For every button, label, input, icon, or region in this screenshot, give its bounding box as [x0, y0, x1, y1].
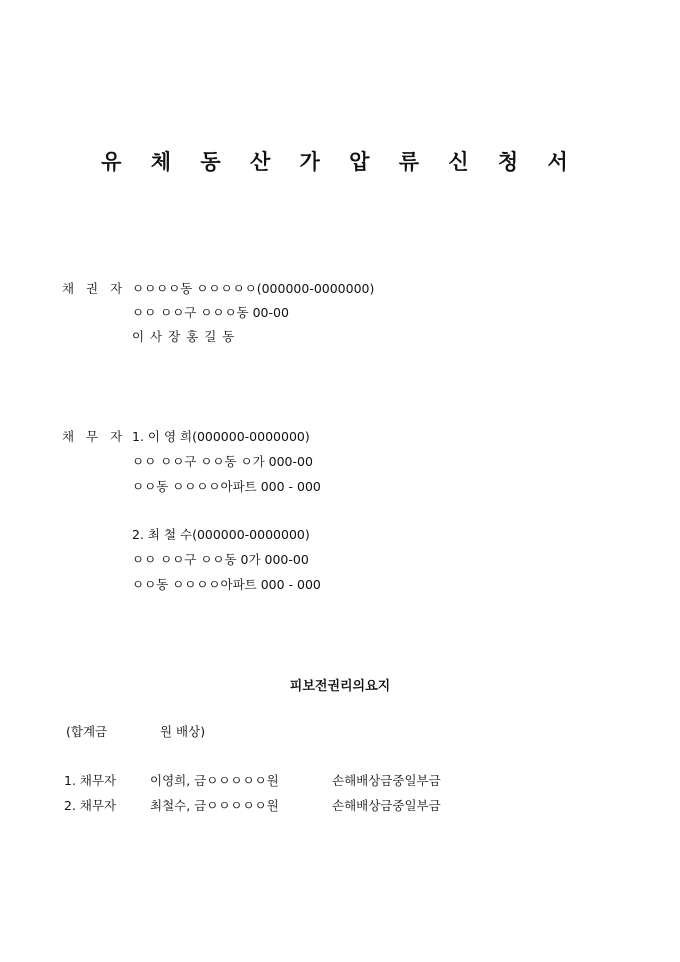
- debtor-1-address-2: ㅇㅇ동 ㅇㅇㅇㅇ아파트 000 - 000: [132, 479, 321, 494]
- debtor-2-name: 2. 최 철 수(000000-0000000): [132, 527, 310, 542]
- summary-open: (합계금: [66, 724, 108, 739]
- item-2-amount: 최철수, 금ㅇㅇㅇㅇㅇ원: [150, 798, 279, 813]
- item-1-number: 1. 채무자: [64, 773, 117, 788]
- debtor-2-address-2: ㅇㅇ동 ㅇㅇㅇㅇ아파트 000 - 000: [132, 577, 321, 592]
- item-2-note: 손해배상금중일부금: [332, 798, 441, 813]
- creditor-line-1: ㅇㅇㅇㅇ동 ㅇㅇㅇㅇㅇ(000000-0000000): [132, 281, 375, 296]
- creditor-line-3: 이 사 장 홍 길 동: [132, 329, 236, 344]
- item-1-note: 손해배상금중일부금: [332, 773, 441, 788]
- debtor-1-name: 1. 이 영 희(000000-0000000): [132, 429, 310, 444]
- section-heading: 피보전권리의요지: [289, 679, 391, 694]
- item-1-amount: 이영희, 금ㅇㅇㅇㅇㅇ원: [150, 773, 279, 788]
- debtor-1-address-1: ㅇㅇ ㅇㅇ구 ㅇㅇ동 ㅇ가 000-00: [132, 454, 313, 469]
- item-2-number: 2. 채무자: [64, 798, 117, 813]
- creditor-label: 채 권 자: [62, 281, 127, 296]
- debtor-label: 채 무 자: [62, 429, 127, 444]
- summary-rest: 원 배상): [160, 724, 206, 739]
- debtor-2-address-1: ㅇㅇ ㅇㅇ구 ㅇㅇ동 0가 000-00: [132, 552, 309, 567]
- document-title: 유 체 동 산 가 압 류 신 청 서: [101, 149, 579, 174]
- creditor-line-2: ㅇㅇ ㅇㅇ구 ㅇㅇㅇ동 00-00: [132, 305, 289, 320]
